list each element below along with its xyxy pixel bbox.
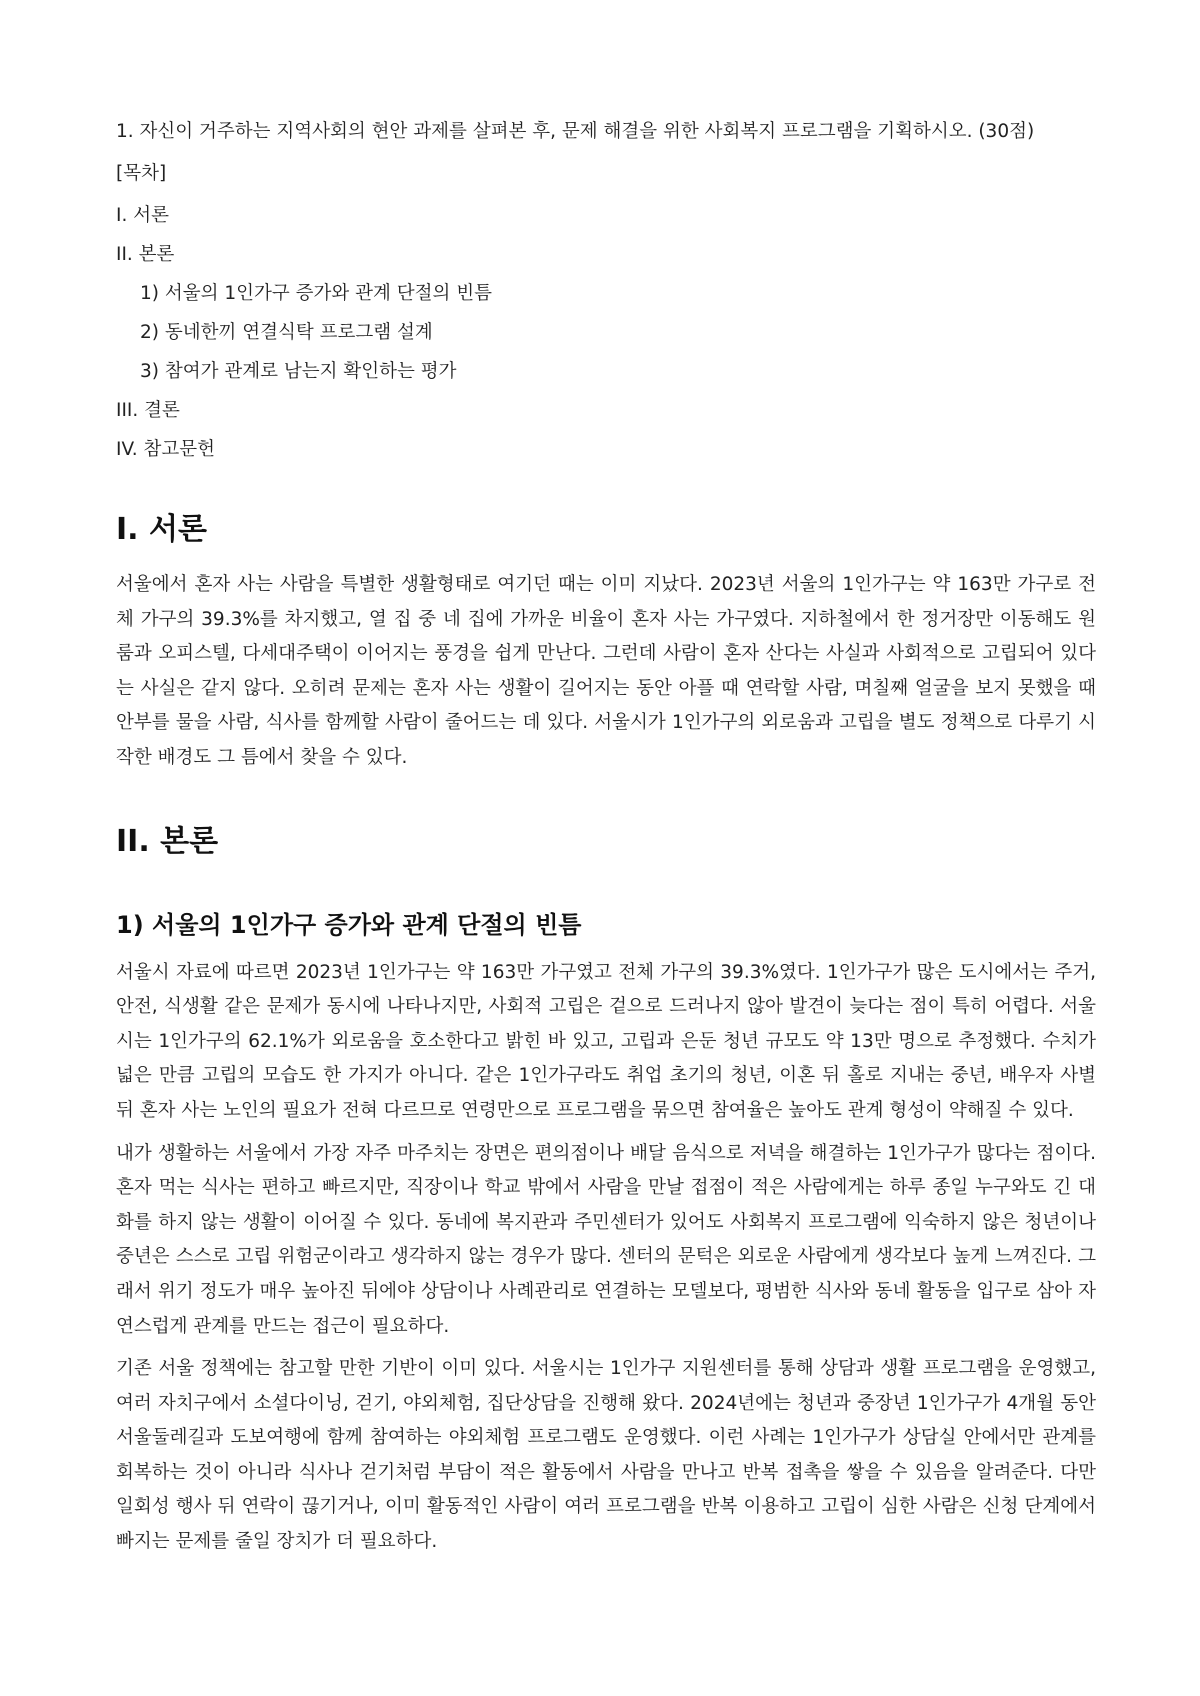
toc-item-body-2: 2) 동네한끼 연결식탁 프로그램 설계 [140,322,433,343]
toc-item-body-1: 1) 서울의 1인가구 증가와 관계 단절의 빈틈 [140,283,492,304]
body-paragraph: 서울시 자료에 따르면 2023년 1인가구는 약 163만 가구였고 전체 가구의 39.3%였다. 1인가구가 많은 도시에서는 주거, 안전, 식생활 같은 문제가 동시에 나타나지만, 사회적 고립은 겉으로 드러나지 않아 발견이 늦다는 점이 특히 어렵다. 서울시는 1인가구의 62.1%가 외로움을 호소한다고 밝힌 바 있고, 고립과 은둔 청년 규모도 약 13만 명으로 추정했다. 수치가 넓은 만큼 고립의 모습도 한 가지가 아니다. 같은 1인가구라도 취업 초기의 청년, 이혼 뒤 홀로 지내는 중년, 배우자 사별 뒤 혼자 사는 노인의 필요가 전혀 다르므로 연령만으로 프로그램을 묶으면 참여율은 높아도 관계 형성이 약해질 수 있다. [116,961,1096,1121]
toc-item-references: IV. 참고문헌 [116,439,215,460]
body-paragraph: 내가 생활하는 서울에서 가장 자주 마주치는 장면은 편의점이나 배달 음식으로 저녁을 해결하는 1인가구가 많다는 점이다. 혼자 먹는 식사는 편하고 빠르지만, 직장이나 학교 밖에서 사람을 만날 접점이 적은 사람에게는 하루 종일 누구와도 긴 대화를 하지 않는 생활이 이어질 수 있다. 동네에 복지관과 주민센터가 있어도 사회복지 프로그램에 익숙하지 않은 청년이나 중년은 스스로 고립 위험군이라고 생각하지 않는 경우가 많다. 센터의 문턱은 외로운 사람에게 생각보다 높게 느껴진다. 그래서 위기 정도가 매우 높아진 뒤에야 상담이나 사례관리로 연결하는 모델보다, 평범한 식사와 동네 활동을 입구로 삼아 자연스럽게 관계를 만드는 접근이 필요하다. [116,1142,1096,1337]
assignment-question: 1. 자신이 거주하는 지역사회의 현안 과제를 살펴본 후, 문제 해결을 위한 사회복지 프로그램을 기획하시오. (30점) [116,121,1035,142]
toc-item-conclusion: III. 결론 [116,400,180,421]
body-paragraph: 기존 서울 정책에는 참고할 만한 기반이 이미 있다. 서울시는 1인가구 지원센터를 통해 상담과 생활 프로그램을 운영했고, 여러 자치구에서 소셜다이닝, 걷기, 야외체험, 집단상담을 진행해 왔다. 2024년에는 청년과 중장년 1인가구가 4개월 동안 서울둘레길과 도보여행에 함께 참여하는 야외체험 프로그램도 운영했다. 이런 사례는 1인가구가 상담실 안에서만 관계를 회복하는 것이 아니라 식사나 걷기처럼 부담이 적은 활동에서 사람을 만나고 반복 접촉을 쌓을 수 있음을 알려준다. 다만 일회성 행사 뒤 연락이 끊기거나, 이미 활동적인 사람이 여러 프로그램을 반복 이용하고 고립이 심한 사람은 신청 단계에서 빠지는 문제를 줄일 장치가 더 필요하다. [116,1358,1096,1553]
body-heading: II. 본론 [116,823,219,859]
table-of-contents [116,202,1096,464]
body-subheading-1: 1) 서울의 1인가구 증가와 관계 단절의 빈틈 [116,910,582,939]
toc-item-body-3: 3) 참여가 관계로 남는지 확인하는 평가 [140,361,457,382]
toc-item-body: II. 본론 [116,244,175,265]
document-page [116,118,1096,1568]
toc-title: [목차] [116,163,167,184]
intro-heading: I. 서론 [116,512,207,547]
intro-paragraph: 서울에서 혼자 사는 사람을 특별한 생활형태로 여기던 때는 이미 지났다. 2023년 서울의 1인가구는 약 163만 가구로 전체 가구의 39.3%를 차지했고, 열 집 중 네 집에 가까운 비율이 혼자 사는 가구였다. 지하철에서 한 정거장만 이동해도 원룸과 오피스텔, 다세대주택이 이어지는 풍경을 쉽게 만난다. 그런데 사람이 혼자 산다는 사실과 사회적으로 고립되어 있다는 사실은 같지 않다. 오히려 문제는 혼자 사는 생활이 길어지는 동안 아플 때 연락할 사람, 며칠째 얼굴을 보지 못했을 때 안부를 물을 사람, 식사를 함께할 사람이 줄어드는 데 있다. 서울시가 1인가구의 외로움과 고립을 별도 정책으로 다루기 시작한 배경도 그 틈에서 찾을 수 있다. [116,574,1096,768]
toc-item-intro: I. 서론 [116,205,169,226]
